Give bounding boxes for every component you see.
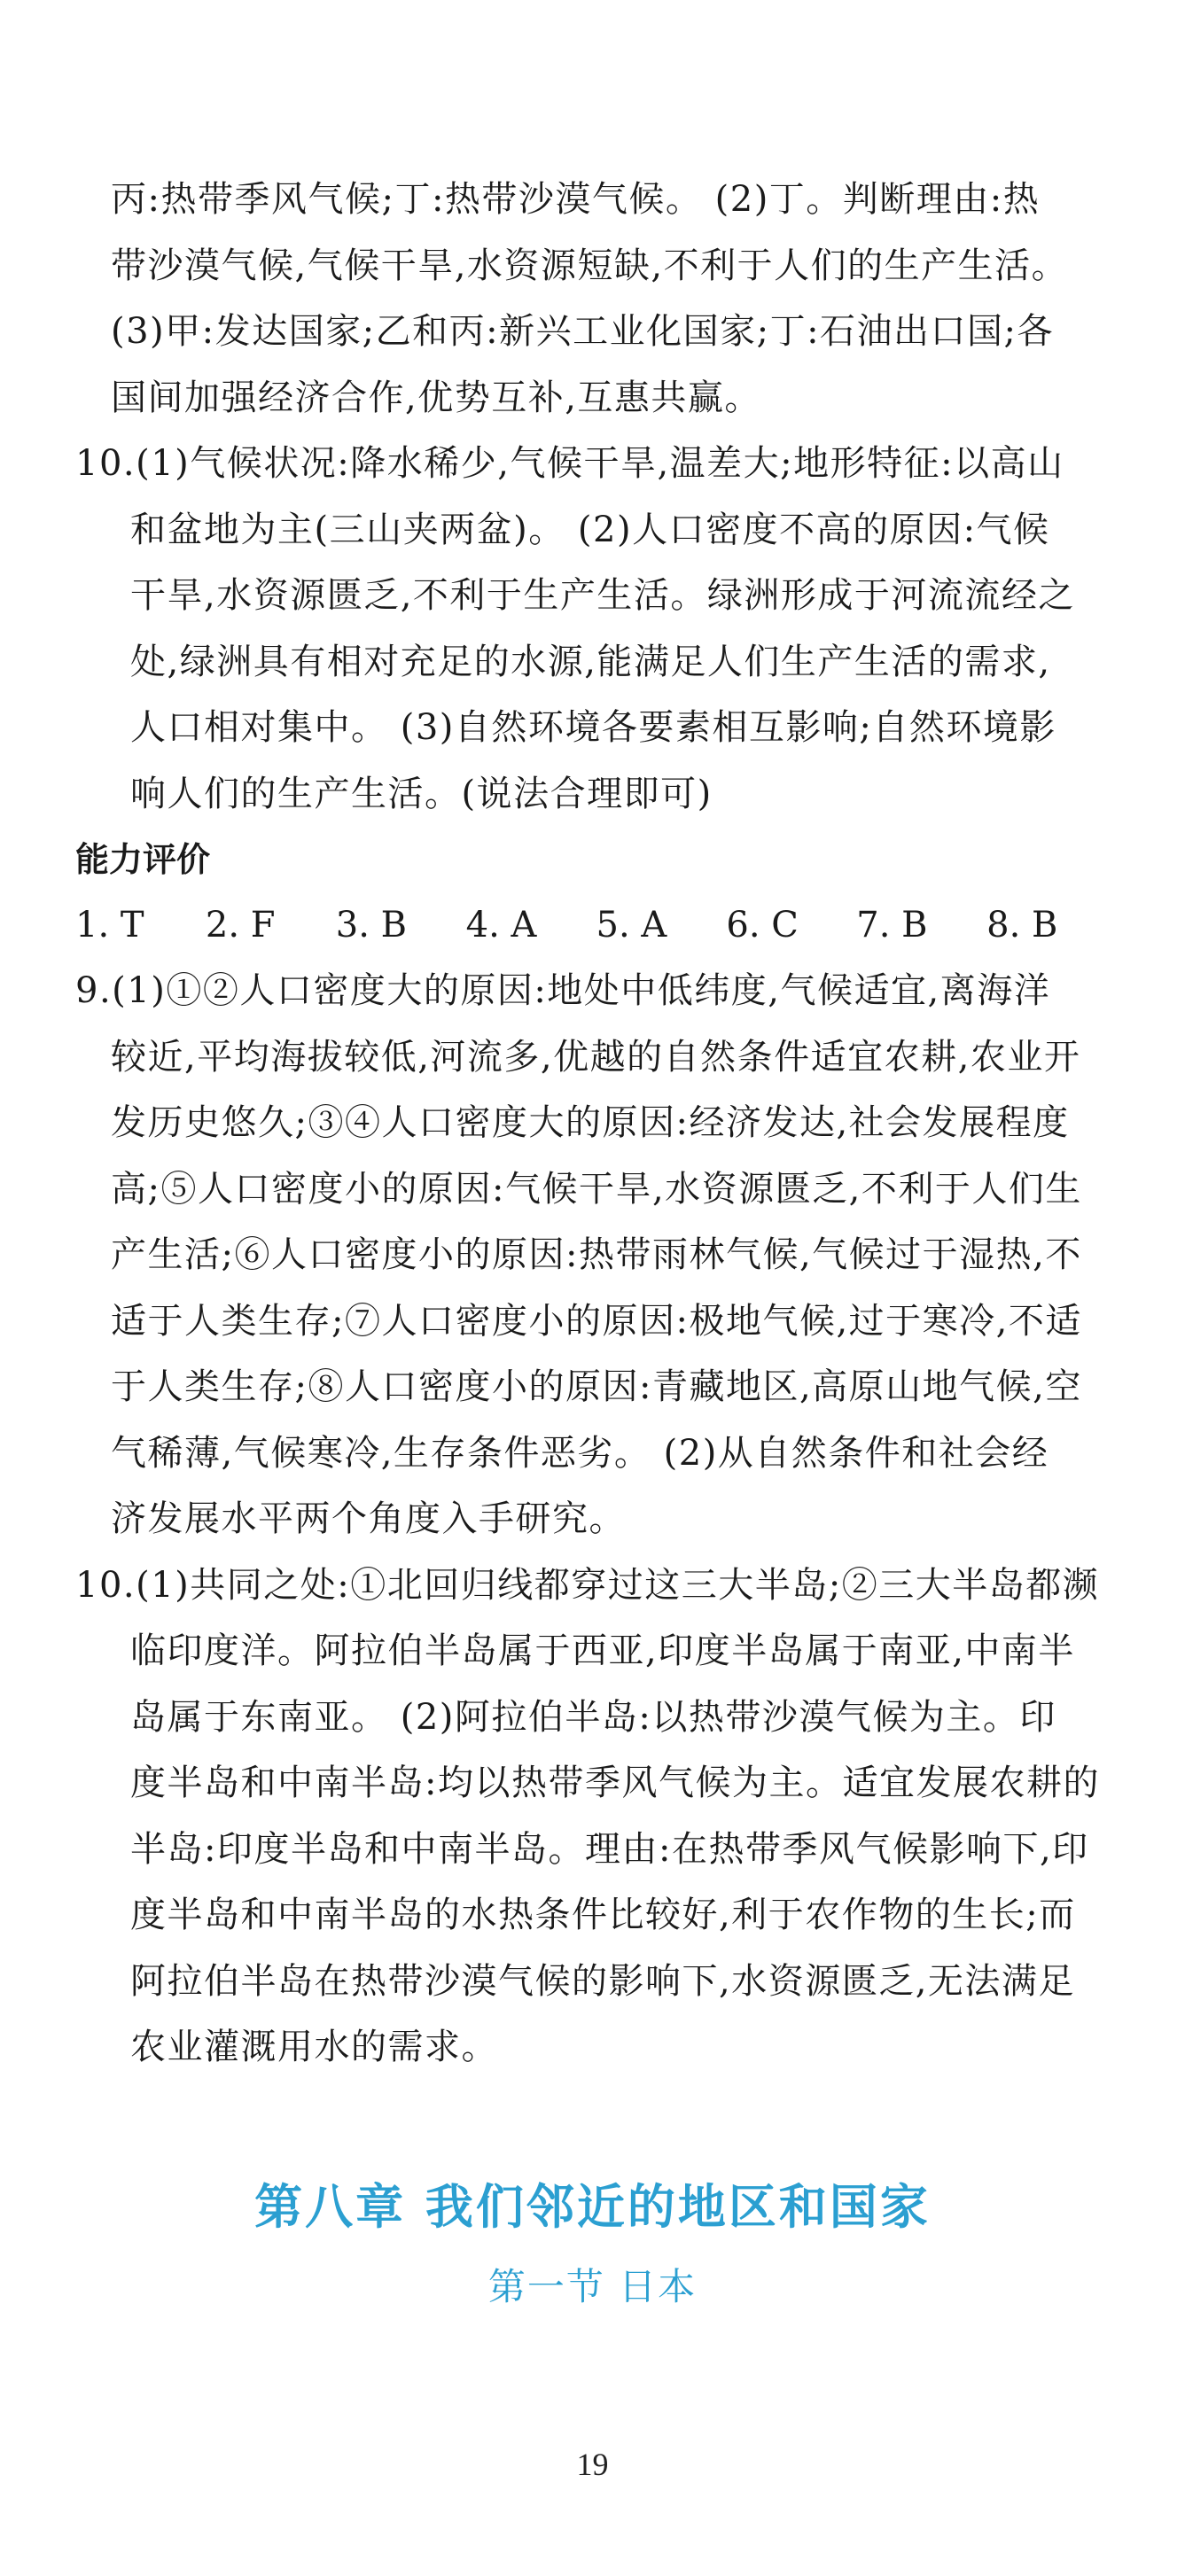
mcq-answer: 4. A bbox=[465, 905, 537, 946]
mcq-answer: 2. F bbox=[205, 905, 276, 946]
text-line: 产生活;⑥人口密度小的原因:热带雨林气候,气候过于湿热,不 bbox=[111, 1234, 1082, 1275]
mcq-answer: 3. B bbox=[335, 905, 408, 946]
text-line: 阿拉伯半岛在热带沙漠气候的影响下,水资源匮乏,无法满足 bbox=[130, 1960, 1075, 2002]
text-line: (3)甲:发达国家;乙和丙:新兴工业化国家;丁:石油出口国;各 bbox=[111, 311, 1055, 352]
text-line: 处,绿洲具有相对充足的水源,能满足人们生产生活的需求, bbox=[130, 641, 1051, 682]
text-line: 度半岛和中南半岛:均以热带季风气候为主。适宜发展农耕的 bbox=[130, 1763, 1100, 1803]
text-line: 适于人类生存;⑦人口密度小的原因:极地气候,过于寒冷,不适 bbox=[111, 1300, 1082, 1342]
text-line: 响人们的生产生活。(说法合理即可) bbox=[130, 773, 713, 814]
mcq-answer: 8. B bbox=[986, 905, 1058, 946]
text-line: 带沙漠气候,气候干旱,水资源短缺,不利于人们的生产生活。 bbox=[111, 245, 1069, 286]
answer-content bbox=[75, 167, 1117, 2081]
mcq-answer: 6. C bbox=[726, 905, 799, 946]
text-line: 岛属于东南亚。 (2)阿拉伯半岛:以热带沙漠气候为主。印 bbox=[130, 1696, 1056, 1738]
section-heading: 能力评价 bbox=[75, 840, 211, 879]
section-title: 第一节 日本 bbox=[487, 2265, 698, 2308]
chapter-title: 第八章 我们邻近的地区和国家 bbox=[254, 2178, 931, 2235]
text-line: 较近,平均海拔较低,河流多,优越的自然条件适宜农耕,农业开 bbox=[111, 1036, 1081, 1078]
text-line: 10.(1)气候状况:降水稀少,气候干旱,温差大;地形特征:以高山 bbox=[75, 443, 1064, 484]
text-line: 半岛:印度半岛和中南半岛。理由:在热带季风气候影响下,印 bbox=[130, 1828, 1089, 1870]
mcq-answer: 1. T bbox=[75, 905, 144, 946]
text-line: 临印度洋。阿拉伯半岛属于西亚,印度半岛属于南亚,中南半 bbox=[130, 1630, 1075, 1671]
text-line: 济发展水平两个角度入手研究。 bbox=[111, 1498, 626, 1539]
text-line: 9.(1)①②人口密度大的原因:地处中低纬度,气候适宜,离海洋 bbox=[75, 970, 1051, 1011]
text-line: 丙:热带季风气候;丁:热带沙漠气候。 (2)丁。判断理由:热 bbox=[111, 179, 1041, 220]
text-line: 气稀薄,气候寒冷,生存条件恶劣。 (2)从自然条件和社会经 bbox=[111, 1432, 1049, 1474]
text-line: 干旱,水资源匮乏,不利于生产生活。绿洲形成于河流流经之 bbox=[130, 575, 1075, 616]
page-number: 19 bbox=[576, 2447, 609, 2482]
mcq-answer: 5. A bbox=[596, 905, 667, 946]
text-line: 度半岛和中南半岛的水热条件比较好,利于农作物的生长;而 bbox=[130, 1895, 1076, 1935]
text-line: 和盆地为主(三山夹两盆)。 (2)人口密度不高的原因:气候 bbox=[130, 509, 1050, 550]
text-line: 农业灌溉用水的需求。 bbox=[130, 2027, 498, 2067]
mcq-answer: 7. B bbox=[856, 905, 928, 946]
text-line: 国间加强经济合作,优势互补,互惠共赢。 bbox=[111, 377, 761, 418]
text-line: 高;⑤人口密度小的原因:气候干旱,水资源匮乏,不利于人们生 bbox=[111, 1168, 1082, 1210]
text-line: 发历史悠久;③④人口密度大的原因:经济发达,社会发展程度 bbox=[111, 1102, 1070, 1143]
text-line: 于人类生存;⑧人口密度小的原因:青藏地区,高原山地气候,空 bbox=[111, 1366, 1082, 1407]
multiple-choice-answers bbox=[75, 892, 1117, 958]
text-line: 人口相对集中。 (3)自然环境各要素相互影响;自然环境影 bbox=[130, 707, 1056, 748]
text-line: 10.(1)共同之处:①北回归线都穿过这三大半岛;②三大半岛都濒 bbox=[75, 1564, 1100, 1606]
